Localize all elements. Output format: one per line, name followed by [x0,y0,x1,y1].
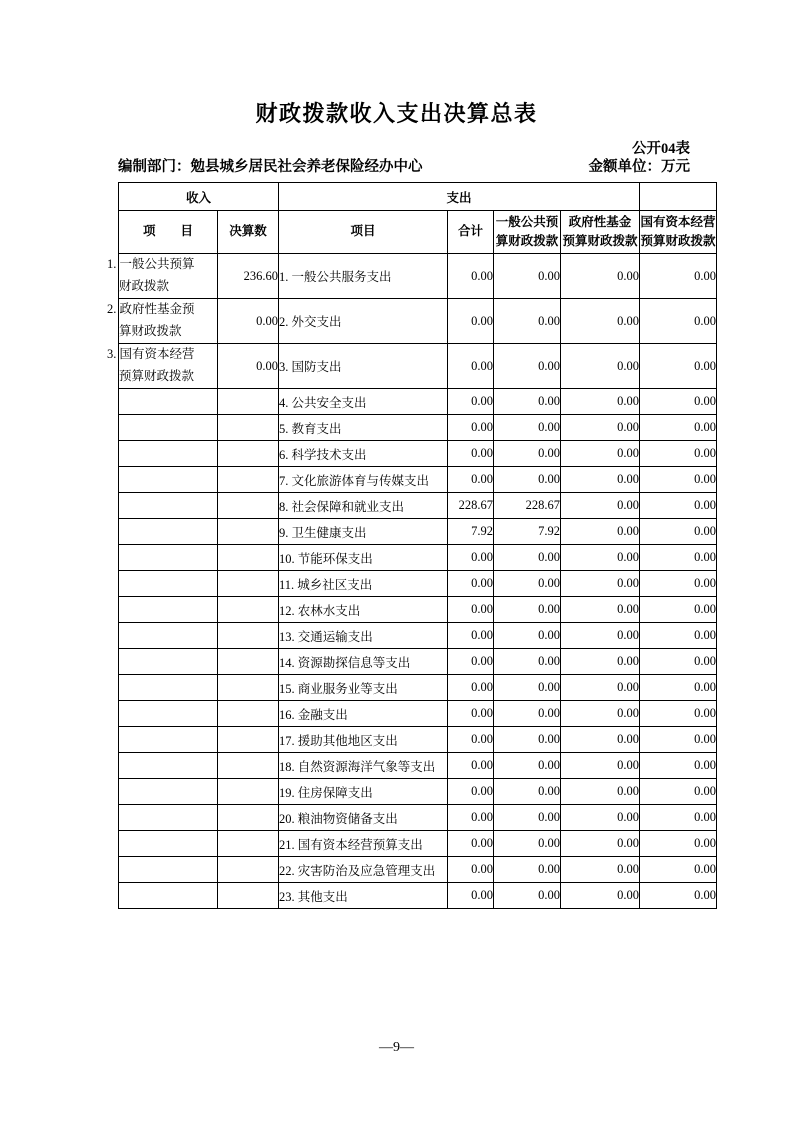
general-public-budget-cell: 0.00 [494,597,561,623]
income-amount-cell: 0.00 [218,299,279,344]
state-capital-budget-cell: 0.00 [640,344,717,389]
gov-fund-budget-cell: 0.00 [561,467,640,493]
state-capital-budget-cell: 0.00 [640,753,717,779]
total-cell: 0.00 [448,805,494,831]
general-public-budget-cell: 0.00 [494,805,561,831]
general-public-budget-cell: 0.00 [494,649,561,675]
total-cell: 0.00 [448,467,494,493]
gov-fund-budget-cell: 0.00 [561,299,640,344]
state-capital-budget-cell: 0.00 [640,254,717,299]
income-amount-cell: 236.60 [218,254,279,299]
gov-fund-budget-cell: 0.00 [561,857,640,883]
income-amount-cell [218,519,279,545]
expenditure-item-cell: 9. 卫生健康支出 [279,519,448,545]
total-cell: 0.00 [448,675,494,701]
gov-fund-budget-cell: 0.00 [561,753,640,779]
general-public-budget-cell: 7.92 [494,519,561,545]
amount-unit-label: 金额单位：万元 [588,159,690,175]
table-body [107,254,717,909]
table-row [119,623,717,649]
total-cell: 0.00 [448,254,494,299]
state-capital-budget-cell: 0.00 [640,597,717,623]
expenditure-item-cell: 16. 金融支出 [279,701,448,727]
table-row [119,779,717,805]
gov-fund-budget-cell: 0.00 [561,493,640,519]
total-cell: 0.00 [448,831,494,857]
table-row [119,883,717,909]
total-cell: 0.00 [448,649,494,675]
income-item-cell [119,623,218,649]
expenditure-item-cell: 5. 教育支出 [279,415,448,441]
expenditure-item-cell: 7. 文化旅游体育与传媒支出 [279,467,448,493]
gov-fund-budget-cell: 0.00 [561,779,640,805]
income-amount-cell [218,883,279,909]
income-item-cell [119,519,218,545]
income-amount-cell [218,727,279,753]
total-cell: 0.00 [448,571,494,597]
total-cell: 0.00 [448,779,494,805]
general-public-budget-cell: 0.00 [494,727,561,753]
income-amount-cell [218,831,279,857]
income-amount-cell: 0.00 [218,344,279,389]
table-row [119,344,717,389]
gov-fund-budget-cell: 0.00 [561,571,640,597]
income-item-cell [119,441,218,467]
gov-fund-budget-cell: 0.00 [561,415,640,441]
page-number: —9— [379,1040,414,1055]
income-item-cell [119,831,218,857]
income-item-cell [119,649,218,675]
table-row [119,493,717,519]
gov-fund-budget-cell: 0.00 [561,389,640,415]
total-cell: 0.00 [448,415,494,441]
state-capital-budget-cell: 0.00 [640,701,717,727]
gov-fund-budget-cell: 0.00 [561,597,640,623]
gov-fund-budget-cell: 0.00 [561,519,640,545]
income-amount-cell [218,675,279,701]
table-row [119,701,717,727]
table-row [119,299,717,344]
table-row [119,675,717,701]
income-amount-cell [218,857,279,883]
expenditure-item-cell: 20. 粮油物资储备支出 [279,805,448,831]
general-public-budget-cell: 0.00 [494,571,561,597]
table-row [119,389,717,415]
income-amount-cell [218,493,279,519]
gov-fund-budget-cell: 0.00 [561,623,640,649]
expenditure-item-cell: 6. 科学技术支出 [279,441,448,467]
state-capital-budget-cell: 0.00 [640,519,717,545]
total-cell: 0.00 [448,344,494,389]
state-capital-budget-cell: 0.00 [640,545,717,571]
state-capital-budget-cell: 0.00 [640,467,717,493]
income-item-cell [119,389,218,415]
income-item-cell [119,597,218,623]
gov-fund-budget-cell: 0.00 [561,831,640,857]
group-header-row [119,183,717,211]
expenditure-item-cell: 11. 城乡社区支出 [279,571,448,597]
general-public-budget-cell: 0.00 [494,779,561,805]
prepared-by-label: 编制部门：勉县城乡居民社会养老保险经办中心 [118,159,423,175]
general-public-budget-cell: 0.00 [494,701,561,727]
expenditure-item-cell: 4. 公共安全支出 [279,389,448,415]
group-header-income: 收入 [119,183,279,211]
income-item-cell: 3. 国有资本经营 预算财政拨款 [119,344,218,389]
income-item-cell [119,883,218,909]
total-cell: 0.00 [448,623,494,649]
income-item-cell: 2. 政府性基金预 算财政拨款 [119,299,218,344]
general-public-budget-cell: 228.67 [494,493,561,519]
income-amount-cell [218,467,279,493]
general-public-budget-cell: 0.00 [494,753,561,779]
income-item-cell [119,493,218,519]
group-header-empty [640,183,717,211]
income-item-cell [119,753,218,779]
general-public-budget-cell: 0.00 [494,299,561,344]
income-amount-cell [218,441,279,467]
state-capital-budget-cell: 0.00 [640,415,717,441]
page-title: 财政拨款收入支出决算总表 [255,101,538,126]
expenditure-item-cell: 22. 灾害防治及应急管理支出 [279,857,448,883]
table-row [119,831,717,857]
income-item-cell [119,857,218,883]
total-cell: 0.00 [448,701,494,727]
table-row [119,597,717,623]
total-cell: 0.00 [448,727,494,753]
gov-fund-budget-cell: 0.00 [561,805,640,831]
state-capital-budget-cell: 0.00 [640,805,717,831]
total-cell: 0.00 [448,545,494,571]
table-row [119,545,717,571]
income-amount-cell [218,545,279,571]
table-row [119,805,717,831]
gov-fund-budget-cell: 0.00 [561,727,640,753]
expenditure-item-cell: 17. 援助其他地区支出 [279,727,448,753]
table-row [119,415,717,441]
income-item-cell: 1. 一般公共预算 财政拨款 [119,254,218,299]
meta-line [118,155,690,176]
gov-fund-budget-cell: 0.00 [561,441,640,467]
table-row [119,649,717,675]
fiscal-appropriation-table [107,182,717,909]
table-row [119,519,717,545]
gov-fund-budget-cell: 0.00 [561,649,640,675]
col-header-total: 合计 [448,211,494,254]
expenditure-item-cell: 18. 自然资源海洋气象等支出 [279,753,448,779]
expenditure-item-cell: 23. 其他支出 [279,883,448,909]
state-capital-budget-cell: 0.00 [640,831,717,857]
expenditure-item-cell: 14. 资源勘探信息等支出 [279,649,448,675]
gov-fund-budget-cell: 0.00 [561,675,640,701]
total-cell: 0.00 [448,753,494,779]
income-item-cell [119,701,218,727]
table-row [119,571,717,597]
gov-fund-budget-cell: 0.00 [561,883,640,909]
general-public-budget-cell: 0.00 [494,675,561,701]
general-public-budget-cell: 0.00 [494,831,561,857]
total-cell: 0.00 [448,441,494,467]
income-amount-cell [218,623,279,649]
income-item-cell [119,727,218,753]
income-item-cell [119,805,218,831]
general-public-budget-cell: 0.00 [494,467,561,493]
income-amount-cell [218,389,279,415]
state-capital-budget-cell: 0.00 [640,493,717,519]
expenditure-item-cell: 8. 社会保障和就业支出 [279,493,448,519]
income-item-cell [119,545,218,571]
table-row [119,753,717,779]
expenditure-item-cell: 3. 国防支出 [279,344,448,389]
income-amount-cell [218,571,279,597]
col-header-gov-fund-budget: 政府性基金 预算财政拨款 [561,211,640,254]
state-capital-budget-cell: 0.00 [640,675,717,701]
gov-fund-budget-cell: 0.00 [561,545,640,571]
income-item-cell [119,467,218,493]
gov-fund-budget-cell: 0.00 [561,701,640,727]
col-header-expenditure-item: 项目 [279,211,448,254]
general-public-budget-cell: 0.00 [494,545,561,571]
table-row [119,467,717,493]
state-capital-budget-cell: 0.00 [640,389,717,415]
income-amount-cell [218,597,279,623]
expenditure-item-cell: 2. 外交支出 [279,299,448,344]
column-header-row [119,211,717,254]
state-capital-budget-cell: 0.00 [640,571,717,597]
income-item-cell [119,675,218,701]
expenditure-item-cell: 21. 国有资本经营预算支出 [279,831,448,857]
general-public-budget-cell: 0.00 [494,344,561,389]
col-header-income-item: 项 目 [119,211,218,254]
state-capital-budget-cell: 0.00 [640,649,717,675]
state-capital-budget-cell: 0.00 [640,857,717,883]
income-amount-cell [218,753,279,779]
general-public-budget-cell: 0.00 [494,883,561,909]
income-amount-cell [218,805,279,831]
gov-fund-budget-cell: 0.00 [561,344,640,389]
state-capital-budget-cell: 0.00 [640,299,717,344]
state-capital-budget-cell: 0.00 [640,883,717,909]
table-code-label: 公开04表 [632,141,690,157]
state-capital-budget-cell: 0.00 [640,441,717,467]
total-cell: 0.00 [448,299,494,344]
income-amount-cell [218,779,279,805]
general-public-budget-cell: 0.00 [494,415,561,441]
state-capital-budget-cell: 0.00 [640,779,717,805]
income-item-cell [119,571,218,597]
general-public-budget-cell: 0.00 [494,389,561,415]
expenditure-item-cell: 1. 一般公共服务支出 [279,254,448,299]
general-public-budget-cell: 0.00 [494,623,561,649]
expenditure-item-cell: 19. 住房保障支出 [279,779,448,805]
general-public-budget-cell: 0.00 [494,441,561,467]
total-cell: 228.67 [448,493,494,519]
state-capital-budget-cell: 0.00 [640,623,717,649]
total-cell: 7.92 [448,519,494,545]
gov-fund-budget-cell: 0.00 [561,254,640,299]
col-header-income-final-amount: 决算数 [218,211,279,254]
total-cell: 0.00 [448,883,494,909]
expenditure-item-cell: 13. 交通运输支出 [279,623,448,649]
expenditure-item-cell: 15. 商业服务业等支出 [279,675,448,701]
group-header-expenditure: 支出 [279,183,640,211]
table-row [119,441,717,467]
col-header-general-public-budget: 一般公共预 算财政拨款 [494,211,561,254]
expenditure-item-cell: 12. 农林水支出 [279,597,448,623]
table-row [119,254,717,299]
expenditure-item-cell: 10. 节能环保支出 [279,545,448,571]
general-public-budget-cell: 0.00 [494,254,561,299]
income-item-cell [119,779,218,805]
total-cell: 0.00 [448,389,494,415]
income-amount-cell [218,701,279,727]
general-public-budget-cell: 0.00 [494,857,561,883]
income-amount-cell [218,415,279,441]
total-cell: 0.00 [448,857,494,883]
col-header-state-capital-budget: 国有资本经营 预算财政拨款 [640,211,717,254]
income-item-cell [119,415,218,441]
state-capital-budget-cell: 0.00 [640,727,717,753]
table-row [119,727,717,753]
income-amount-cell [218,649,279,675]
table-row [119,857,717,883]
total-cell: 0.00 [448,597,494,623]
